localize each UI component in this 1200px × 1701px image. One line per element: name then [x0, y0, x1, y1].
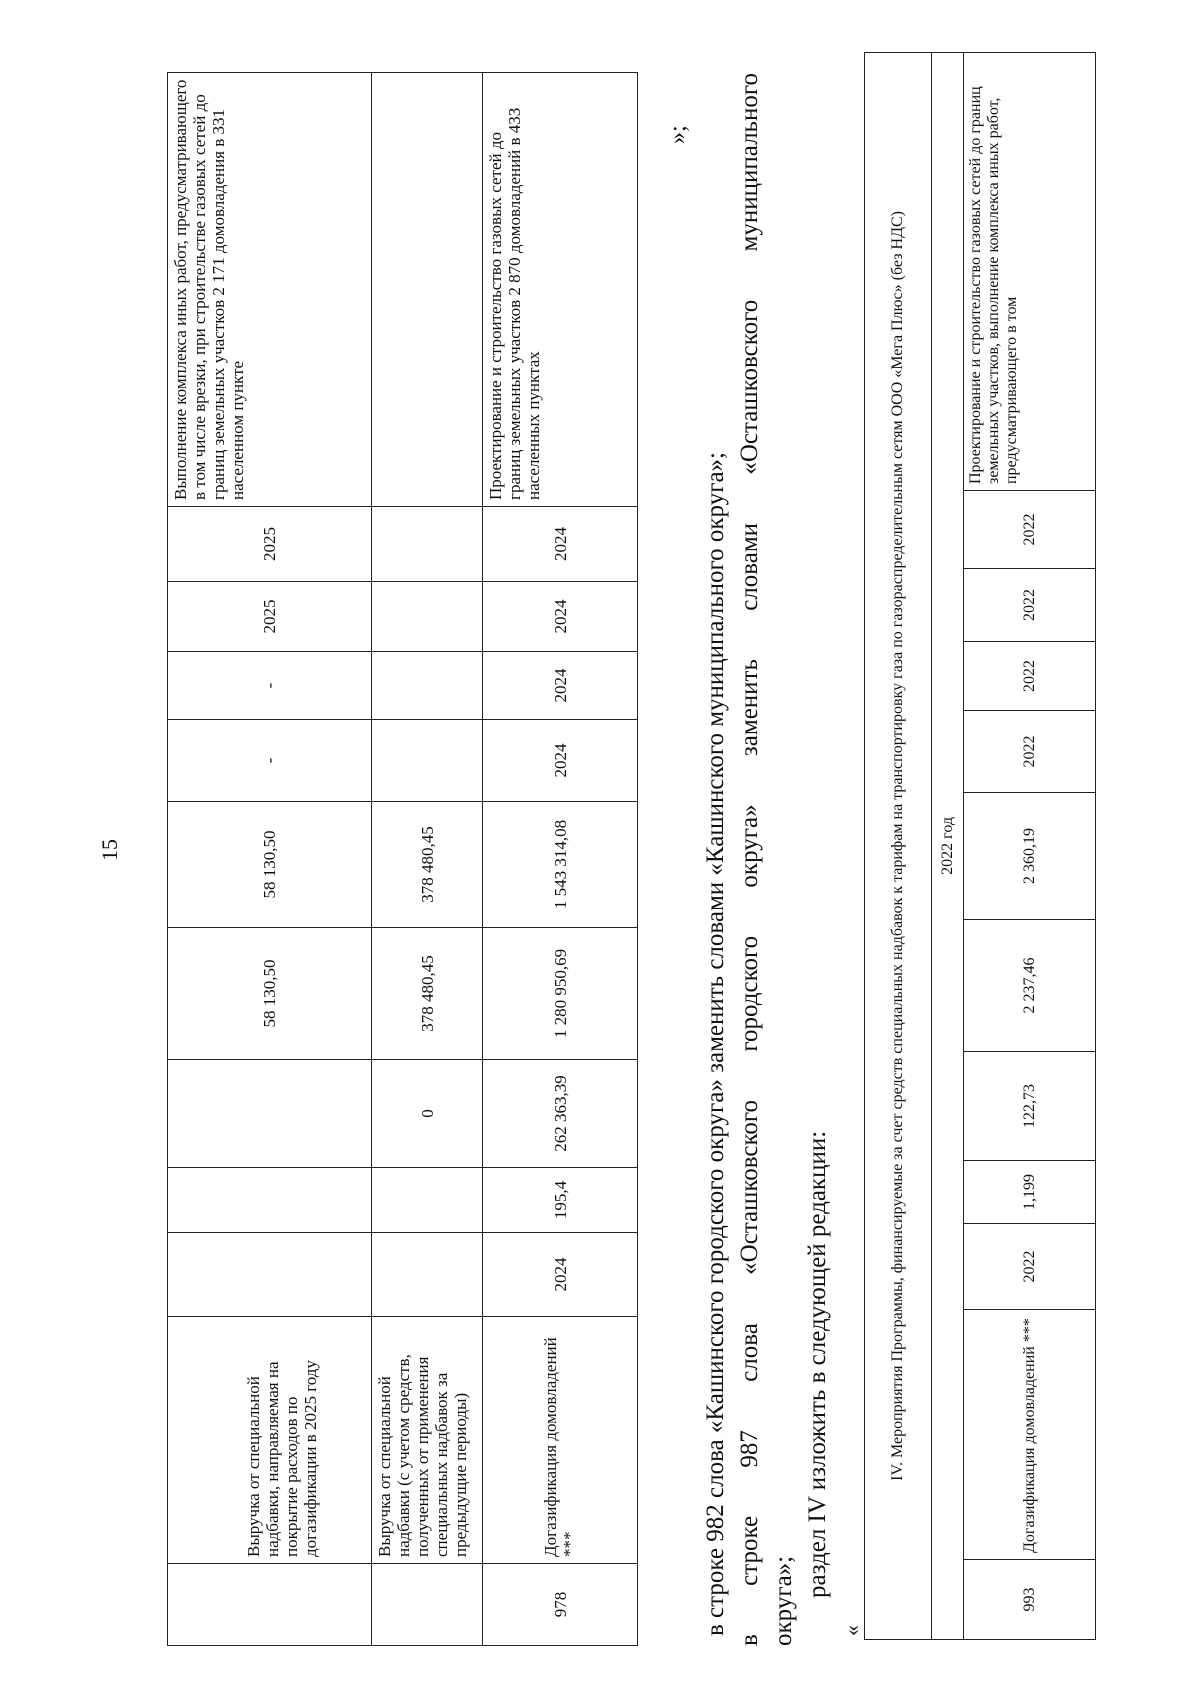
- table-cell: [372, 720, 483, 802]
- table-cell: 1 280 950,69: [483, 928, 638, 1060]
- table-cell: 58 130,50: [168, 928, 372, 1060]
- rotated-page-content: [167, 73, 1200, 1646]
- table-cell: 58 130,50: [168, 802, 372, 928]
- table-cell: 2 237,46: [964, 920, 1096, 1052]
- table-cell: 2024: [483, 652, 638, 720]
- paragraph-word: муниципального: [736, 73, 763, 252]
- row-name: Догазификация домовладений ***: [964, 1310, 1096, 1560]
- program-table-top: [167, 72, 638, 1646]
- table-cell: [372, 652, 483, 720]
- program-table-section-iv: [864, 52, 1096, 1640]
- open-quote: «: [839, 1625, 864, 1636]
- table-cell: 378 480,45: [372, 928, 483, 1060]
- paragraph-word: 987: [736, 1430, 763, 1468]
- table-cell: [168, 1060, 372, 1168]
- table-cell: 2022: [964, 491, 1096, 569]
- paragraph-line-987-end: округа»;: [770, 1555, 797, 1646]
- table-cell: 2022: [964, 711, 1096, 793]
- table-cell: 2 360,19: [964, 793, 1096, 920]
- table-year-row: [932, 52, 964, 1639]
- row-number: 993: [964, 1560, 1096, 1640]
- table-cell: [168, 1233, 372, 1317]
- table-cell: 0: [372, 1060, 483, 1168]
- year-header: 2022 год: [932, 52, 964, 1639]
- table-cell: 2022: [964, 1224, 1096, 1310]
- table-cell: 2022: [964, 569, 1096, 642]
- paragraph-word: заменить: [736, 659, 763, 757]
- table-cell: 2025: [168, 507, 372, 582]
- paragraph-word: «Осташковского: [736, 299, 763, 475]
- table-row: [372, 73, 483, 1646]
- table-cell: 2024: [483, 582, 638, 652]
- closing-quote: »;: [665, 125, 691, 144]
- paragraph-line-987: [733, 73, 767, 1646]
- table-caption-row: [865, 52, 932, 1639]
- table-cell: 2024: [483, 720, 638, 802]
- table-cell: [372, 1233, 483, 1317]
- row-description: Выполнение комплекса иных работ, предусматривающего в том числе врезки, при строительстве газовых сетей до границ земельных участков 2 171 домовладения в 331 населенном пункте: [168, 73, 372, 507]
- paragraph-section-iv: раздел IV изложить в следующей редакции:: [804, 1130, 831, 1598]
- table-cell: 2024: [483, 1233, 638, 1317]
- table-cell: 2024: [483, 507, 638, 582]
- row-description: Проектирование и строительство газовых сетей до границ земельных участков 2 870 домовладений в 433 населенных пунктах: [483, 73, 638, 507]
- table-cell: -: [168, 652, 372, 720]
- table-cell: 378 480,45: [372, 802, 483, 928]
- row-name: Выручка от специальной надбавки (с учетом средств, полученных от применения специальных надбавок за предыдущие периоды): [372, 1317, 483, 1564]
- table-row: [168, 73, 372, 1646]
- paragraph-word: словами: [736, 522, 763, 611]
- table-cell: 2025: [168, 582, 372, 652]
- table-row: [483, 73, 638, 1646]
- table-cell: 195,4: [483, 1168, 638, 1233]
- table-cell: [372, 1168, 483, 1233]
- table-cell: 1,199: [964, 1161, 1096, 1224]
- table-cell: [372, 582, 483, 652]
- paragraph-word: «Осташковского: [736, 1099, 763, 1275]
- row-description: Проектирование и строительство газовых сетей до границ земельных участков, выполнение комплекса иных работ, предусматривающего в том: [964, 52, 1096, 490]
- table-cell: 122,73: [964, 1052, 1096, 1161]
- section-iv-caption: IV. Мероприятия Программы, финансируемые за счет средств специальных надбавок к тарифам на транспортировку газа по газораспределительным сетям ООО «Мега Плюс» (без НДС): [865, 52, 932, 1639]
- paragraph-word: слова: [736, 1323, 763, 1382]
- table-cell: -: [168, 720, 372, 802]
- paragraph-word: строке: [736, 1515, 763, 1586]
- table-cell: 1 543 314,08: [483, 802, 638, 928]
- table-cell: 2022: [964, 642, 1096, 711]
- table-cell: [372, 507, 483, 582]
- page-number: 15: [97, 839, 122, 861]
- paragraph-word: в: [736, 1634, 763, 1646]
- row-description: [372, 73, 483, 507]
- table-cell: [168, 1168, 372, 1233]
- row-number: [168, 1564, 372, 1646]
- table-row: [964, 52, 1096, 1639]
- row-number: [372, 1564, 483, 1646]
- paragraph-word: городского: [736, 935, 763, 1052]
- table-cell: 262 363,39: [483, 1060, 638, 1168]
- row-name: Догазификация домовладений ***: [483, 1317, 638, 1564]
- paragraph-line-982: в строке 982 слова «Кашинского городского округа» заменить словами «Кашинского муниципального округа»;: [702, 452, 729, 1636]
- row-name: Выручка от специальной надбавки, направляемая на покрытие расходов по догазификации в 2025 году: [168, 1317, 372, 1564]
- row-number: 978: [483, 1564, 638, 1646]
- paragraph-word: округа»: [736, 804, 763, 888]
